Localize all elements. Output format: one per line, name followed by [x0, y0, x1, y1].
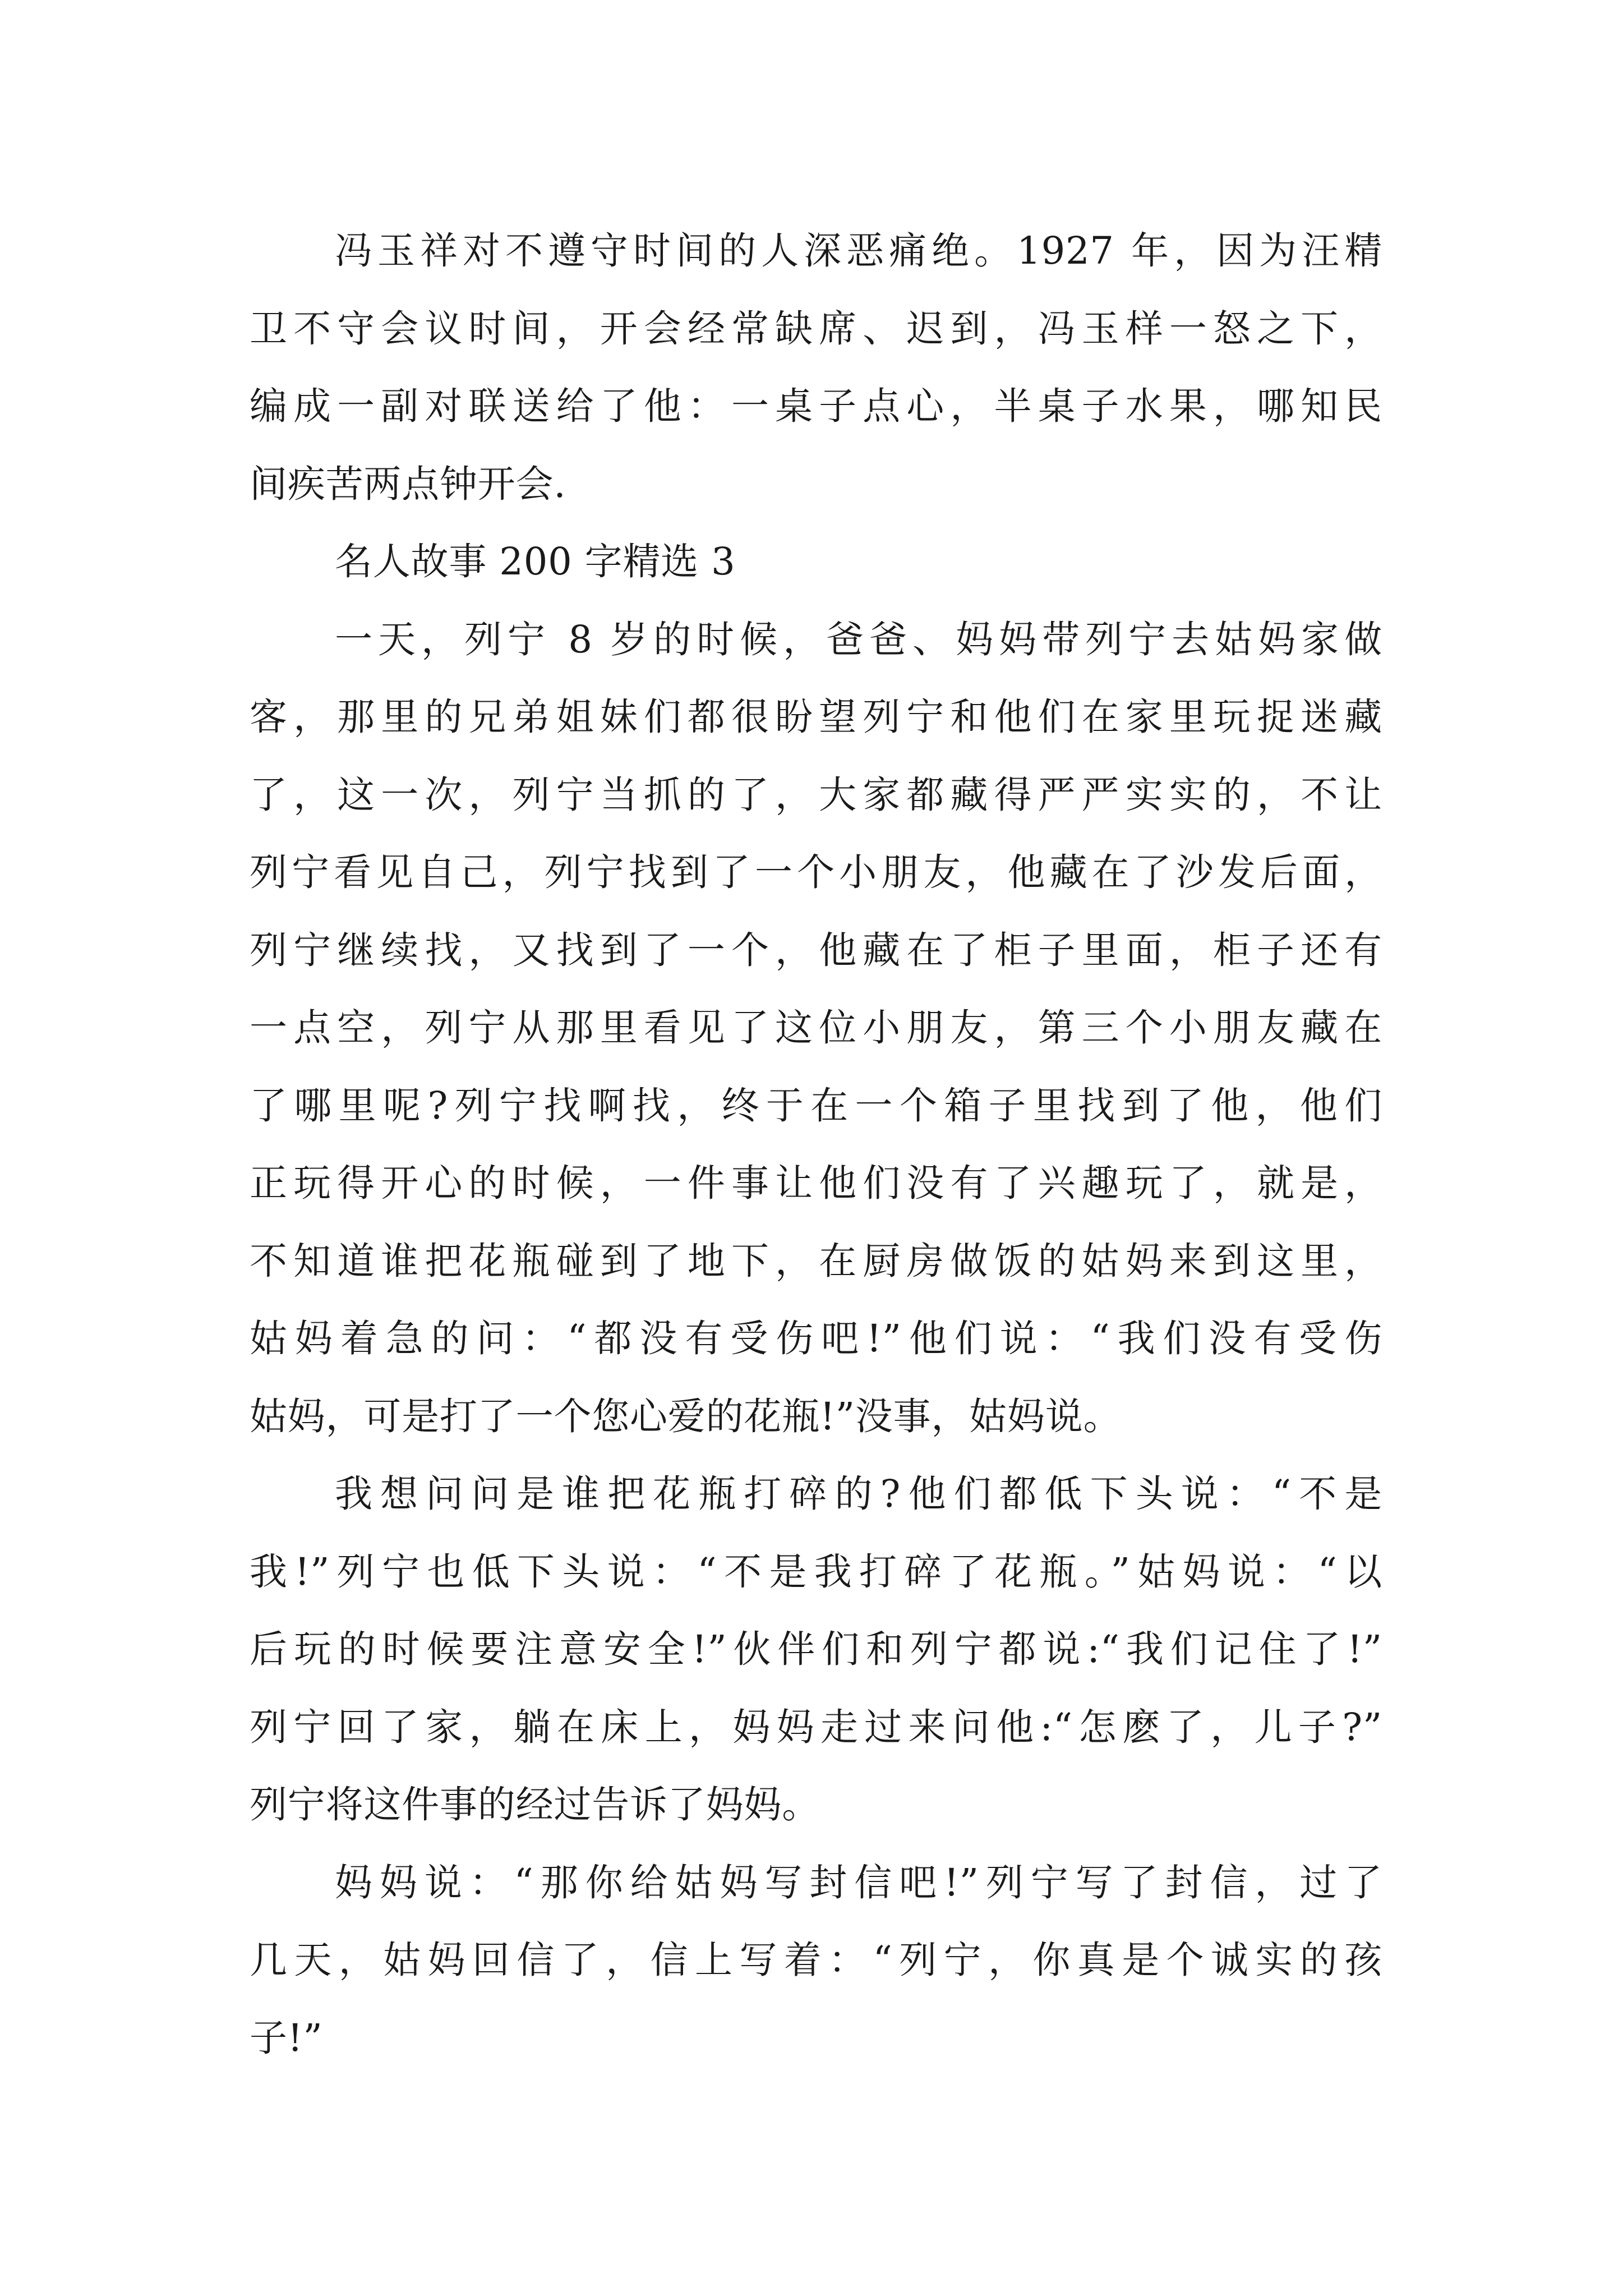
text-line: 列宁看见自己，列宁找到了一个小朋友，他藏在了沙发后面， — [250, 850, 1382, 894]
text-line: 编成一副对联送给了他：一桌子点心，半桌子水果，哪知民 — [250, 384, 1382, 428]
text-line: 列宁继续找，又找到了一个，他藏在了柜子里面，柜子还有 — [250, 928, 1382, 972]
text-line: 卫不守会议时间，开会经常缺席、迟到，冯玉样一怒之下， — [250, 306, 1382, 351]
text-line: 几天，姑妈回信了，信上写着：“列宁，你真是个诚实的孩 — [250, 1938, 1382, 1982]
paragraph-feng-yuxiang — [250, 212, 1382, 523]
text-line: 妈妈说：“那你给姑妈写封信吧!”列宁写了封信，过了 — [335, 1860, 1382, 1904]
text-line: 我想问问是谁把花瓶打碎的?他们都低下头说：“不是 — [335, 1472, 1382, 1516]
text-line: 客，那里的兄弟姐妹们都很盼望列宁和他们在家里玩捉迷藏 — [250, 695, 1382, 739]
text-line: 正玩得开心的时候，一件事让他们没有了兴趣玩了，就是， — [250, 1161, 1382, 1205]
section-heading: 名人故事 200 字精选 3 — [335, 540, 736, 583]
text-line: 我!”列宁也低下头说：“不是我打碎了花瓶。”姑妈说：“以 — [250, 1549, 1382, 1594]
text-line: 间疾苦两点钟开会. — [250, 462, 566, 506]
text-line: 姑妈着急的问：“都没有受伤吧!”他们说：“我们没有受伤 — [250, 1317, 1382, 1360]
text-line: 一天，列宁 8 岁的时候，爸爸、妈妈带列宁去姑妈家做 — [335, 617, 1382, 661]
text-line: 了，这一次，列宁当抓的了，大家都藏得严严实实的，不让 — [250, 772, 1382, 817]
text-line: 子!” — [250, 2016, 323, 2060]
text-line: 后玩的时候要注意安全!”伙伴们和列宁都说:“我们记住了!” — [250, 1627, 1382, 1671]
text-line: 列宁将这件事的经过告诉了妈妈。 — [250, 1783, 820, 1826]
paragraph-broken-vase — [250, 1455, 1382, 1844]
paragraph-letter — [250, 1844, 1382, 2077]
text-line: 一点空，列宁从那里看见了这位小朋友，第三个小朋友藏在 — [250, 1006, 1382, 1050]
text-line: 列宁回了家，躺在床上，妈妈走过来问他:“怎麽了，儿子?” — [250, 1705, 1382, 1749]
paragraph-lenin-story — [250, 601, 1382, 1456]
text-line: 姑妈，可是打了一个您心爱的花瓶!”没事，姑妈说。 — [250, 1394, 1122, 1438]
text-line: 冯玉祥对不遵守时间的人深恶痛绝。1927 年，因为汪精 — [335, 229, 1382, 273]
text-line: 了哪里呢?列宁找啊找，终于在一个箱子里找到了他，他们 — [250, 1083, 1382, 1128]
document-body — [250, 212, 1382, 2077]
text-line: 不知道谁把花瓶碰到了地下，在厨房做饭的姑妈来到这里， — [250, 1239, 1382, 1283]
